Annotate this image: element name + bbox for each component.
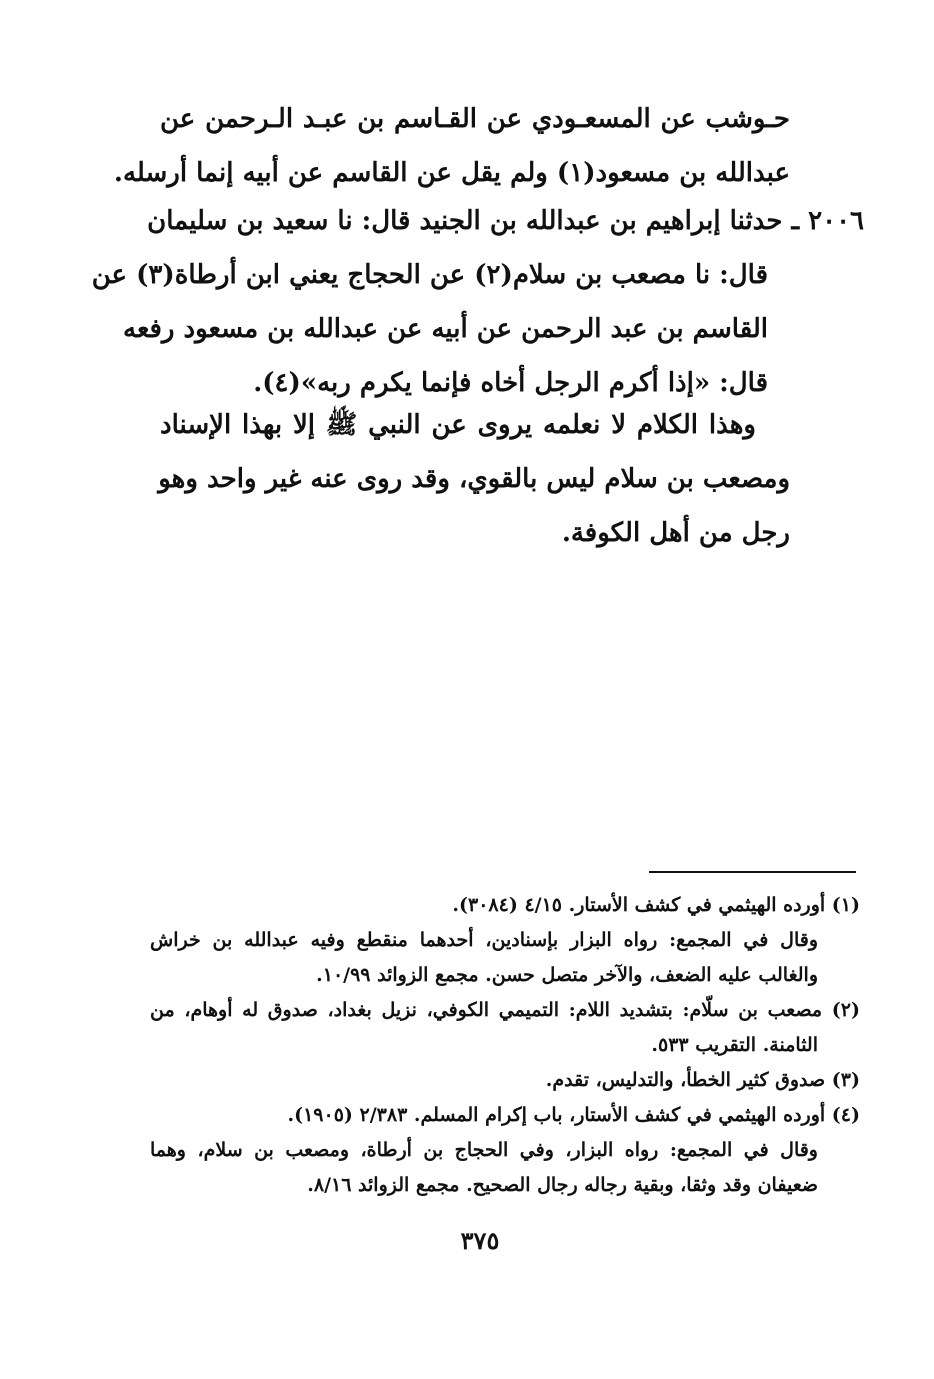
text-line: رجل من أهل الكوفة.: [561, 518, 790, 548]
footnote-line: (١) أورده الهيثمي في كشف الأستار. ٤/١٥ (٣٠٨٤).: [452, 894, 860, 916]
hadith-text-line: قال: «إذا أكرم الرجل أخاه فإنما يكرم ربه»(٤).: [253, 368, 768, 398]
hadith-text-line: قال: نا مصعب بن سلام(٢) عن الحجاج يعني ابن أرطاة(٣) عن: [91, 260, 768, 290]
hadith-text-line: حدثنا إبراهيم بن عبدالله بن الجنيد قال: نا سعيد بن سليمان: [147, 206, 783, 236]
footnote-line: (٣) صدوق كثير الخطأ، والتدليس، تقدم.: [545, 1069, 860, 1091]
continuation-paragraph: [113, 92, 790, 200]
hadith-text-line: القاسم بن عبد الرحمن عن أبيه عن عبدالله بن مسعود رفعه: [123, 314, 768, 344]
page-number: ٣٧٥: [460, 1226, 500, 1255]
footnote-separator: [649, 871, 856, 873]
hadith-number: ٢٠٠٦ ـ: [791, 206, 864, 236]
commentary-paragraph: [160, 398, 790, 560]
footnote-line: الثامنة. التقريب ٥٣٣.: [651, 1034, 818, 1056]
footnote-line: (٢) مصعب بن سلّام: بتشديد اللام: التميمي الكوفي، نزيل بغداد، صدوق له أوهام، من: [150, 999, 860, 1021]
footnote-line: والغالب عليه الضعف، والآخر متصل حسن. مجمع الزوائد ١٠/٩٩.: [316, 964, 818, 986]
hadith-entry: [91, 194, 864, 410]
text-line: عبدالله بن مسعود(١) ولم يقل عن القاسم عن أبيه إنما أرسله.: [113, 158, 790, 188]
footnote-2: [150, 993, 860, 1063]
footnote-line: وقال في المجمع: رواه البزار، وفي الحجاج بن أرطاة، ومصعب بن سلام، وهما: [150, 1139, 818, 1161]
hadith-first-line: [147, 194, 864, 248]
text-line: ومصعب بن سلام ليس بالقوي، وقد روى عنه غير واحد وهو: [158, 464, 790, 494]
footnote-3: [150, 1063, 860, 1098]
footnote-4: [150, 1098, 860, 1203]
footnote-line: ضعيفان وقد وثقا، وبقية رجاله رجال الصحيح. مجمع الزوائد ٨/١٦.: [307, 1174, 818, 1196]
footnotes: [150, 888, 860, 1203]
footnote-line: وقال في المجمع: رواه البزار بإسنادين، أحدهما منقطع وفيه عبدالله بن خراش: [150, 929, 819, 951]
text-line: وهذا الكلام لا نعلمه يروى عن النبي ﷺ إلا بهذا الإسناد: [160, 410, 756, 440]
text-line: حـوشب عن المسعـودي عن القـاسم بن عبـد الـرحمن عن: [160, 104, 790, 134]
footnote-1: [150, 888, 860, 993]
footnote-line: (٤) أورده الهيثمي في كشف الأستار، باب إكرام المسلم. ٢/٣٨٣ (١٩٠٥).: [287, 1104, 860, 1126]
